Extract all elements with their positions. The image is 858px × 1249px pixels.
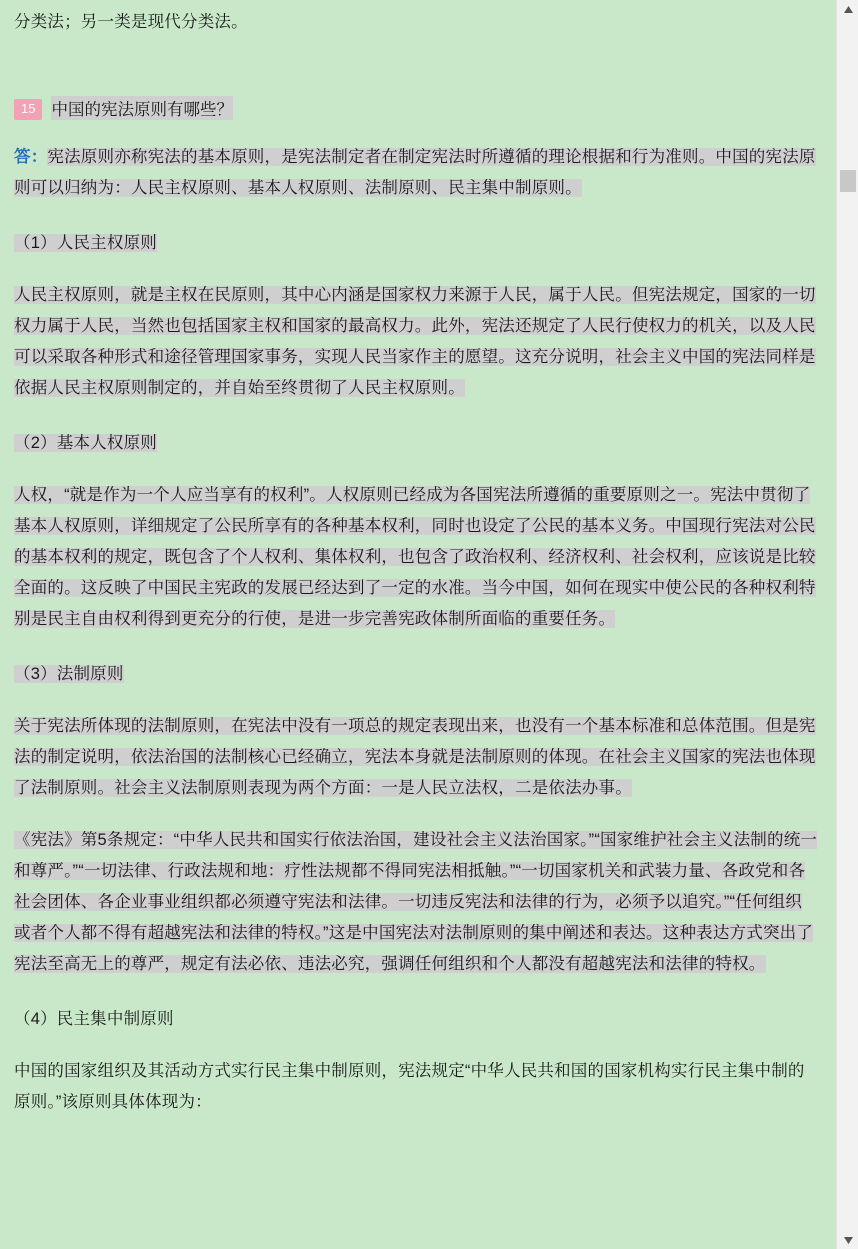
section-body-3-text: 关于宪法所体现的法制原则，在宪法中没有一项总的规定表现出来，也没有一个基本标准和总体范围。但是宪法的制定说明，依法治国的法制核心已经确立，宪法本身就是法制原则的体现。在社会主义国家的宪法也体现了法制原则。社会主义法制原则表现为两个方面：一是人民立法权，二是依法办事。 — [14, 717, 816, 797]
section-body-4 — [14, 1056, 818, 1118]
section-body-3-quote-text: 《宪法》第5条规定：“中华人民共和国实行依法治国，建设社会主义法治国家。”“国家维护社会主义法制的统一和尊严。”“一切法律、行政法规和地：疗性法规都不得同宪法相抵触。”“一切国家机关和武装力量、各政党和各社会团体、各企业事业组织都必须遵守宪法和法律。一切违反宪法和法律的行为，必须予以追究。”“任何组织或者个人都不得有超越宪法和法律的特权。”这是中国宪法对法制原则的集中阐述和表达。这种表达方式突出了宪法至高无上的尊严，规定有法必依、违法必究，强调任何组织和个人都没有超越宪法和法律的特权。 — [14, 831, 818, 973]
section-heading-2-text: （2）基本人权原则 — [14, 434, 157, 452]
question-text: 中国的宪法原则有哪些？ — [51, 96, 233, 120]
section-body-2 — [14, 480, 818, 635]
answer-text: 宪法原则亦称宪法的基本原则，是宪法制定者在制定宪法时所遵循的理论根据和行为准则。中国的宪法原则可以归纳为：人民主权原则、基本人权原则、法制原则、民主集中制原则。 — [14, 148, 816, 197]
section-heading-3-text: （3）法制原则 — [14, 665, 124, 683]
section-heading-1 — [14, 228, 818, 259]
section-heading-4-text: （4）民主集中制原则 — [14, 1010, 174, 1028]
section-body-1-text: 人民主权原则，就是主权在民原则，其中心内涵是国家权力来源于人民，属于人民。但宪法规定，国家的一切权力属于人民，当然也包括国家主权和国家的最高权力。此外，宪法还规定了人民行使权力的机关，以及人民可以采取各种形式和途径管理国家事务，实现人民当家作主的愿望。这充分说明，社会主义中国的宪法同样是依据人民主权原则制定的，并自始至终贯彻了人民主权原则。 — [14, 286, 816, 397]
scroll-down-arrow-icon[interactable] — [837, 1231, 858, 1249]
section-heading-4 — [14, 1004, 818, 1035]
section-body-4-text: 中国的国家组织及其活动方式实行民主集中制原则，宪法规定“中华人民共和国的国家机构实行民主集中制的原则。”该原则具体体现为： — [14, 1062, 805, 1111]
answer-label: 答： — [14, 148, 48, 166]
answer-paragraph — [14, 142, 818, 204]
paragraph-top-fragment — [14, 0, 818, 38]
section-heading-3 — [14, 659, 818, 690]
top-fragment-text: 分类法；另一类是现代分类法。 — [14, 13, 248, 31]
scroll-up-arrow-icon[interactable] — [837, 0, 858, 18]
question-number-badge: 15 — [14, 99, 42, 120]
scrollbar-thumb[interactable] — [840, 170, 856, 192]
question-heading — [14, 96, 818, 122]
section-heading-2 — [14, 428, 818, 459]
section-body-1 — [14, 280, 818, 404]
vertical-scrollbar[interactable] — [836, 0, 858, 1249]
section-body-3-quote — [14, 825, 818, 980]
section-heading-1-text: （1）人民主权原则 — [14, 234, 157, 252]
section-body-3 — [14, 711, 818, 804]
section-body-2-text: 人权，“就是作为一个人应当享有的权利”。人权原则已经成为各国宪法所遵循的重要原则之一。宪法中贯彻了基本人权原则，详细规定了公民所享有的各种基本权利，同时也设定了公民的基本义务。中国现行宪法对公民的基本权利的规定，既包含了个人权利、集体权利，也包含了政治权利、经济权利、社会权利，应该说是比较全面的。这反映了中国民主宪政的发展已经达到了一定的水准。当今中国，如何在现实中使公民的各种权利特别是民主自由权利得到更充分的行使，是进一步完善宪政体制所面临的重要任务。 — [14, 486, 816, 628]
